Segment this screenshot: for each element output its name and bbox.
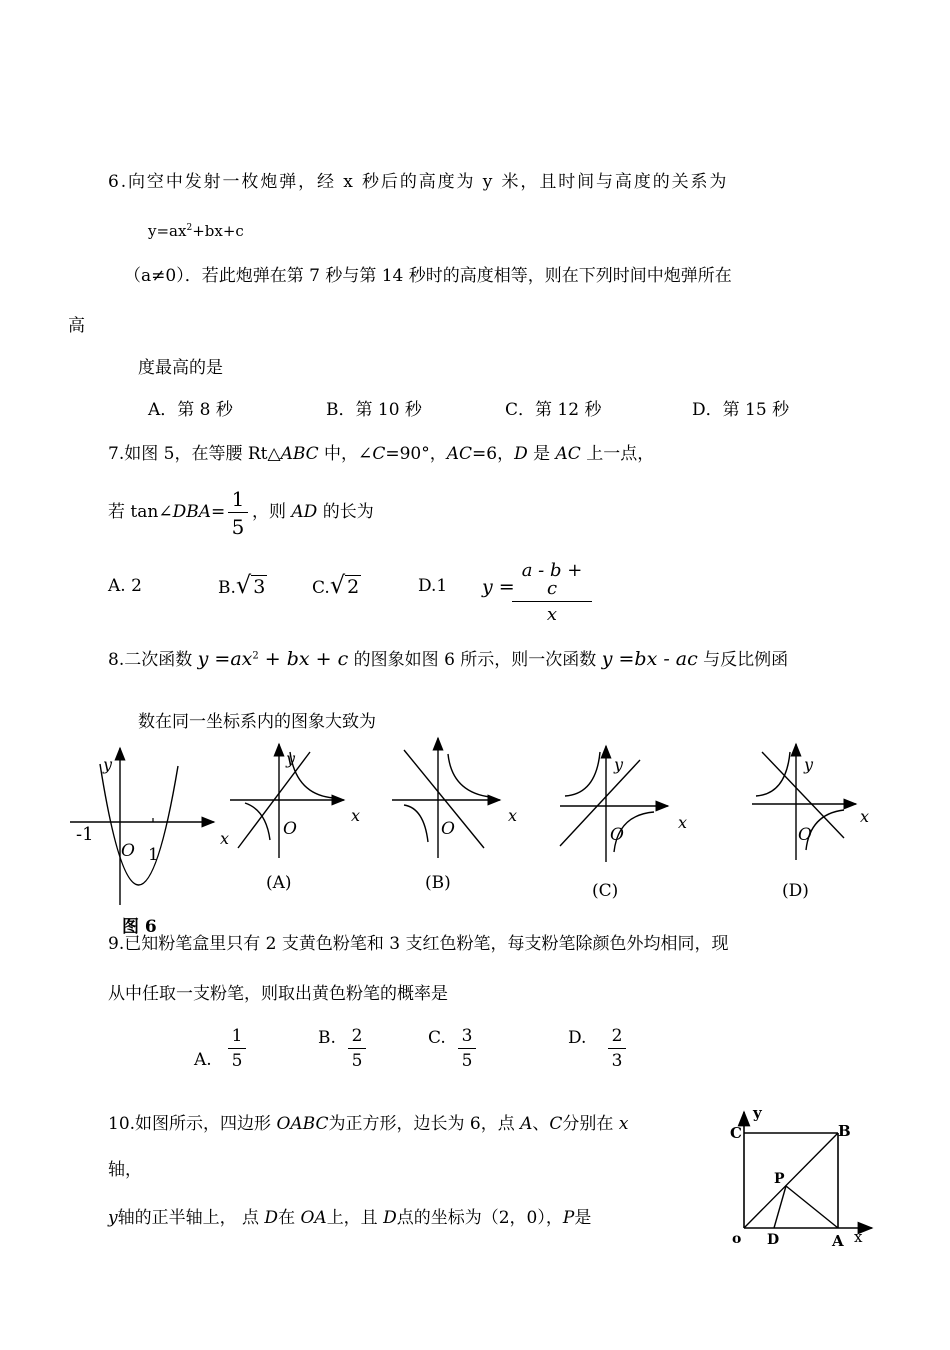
q7-extra-y: y =: [482, 576, 515, 598]
svg-text:C: C: [730, 1124, 742, 1142]
fig6-neg1-label: -1: [76, 824, 94, 845]
svg-text:D: D: [767, 1232, 780, 1248]
q6-option-d: D．第 15 秒: [692, 400, 790, 420]
q9-option-a-label: A.: [194, 1050, 212, 1070]
q7-line2-right: ，则 AD 的长为: [252, 502, 374, 522]
q7-extra-fraction: $\frac{a - b + c}{x}$: [512, 562, 592, 624]
q6-line4: 高: [68, 316, 85, 336]
q7-option-a: A. 2: [108, 576, 142, 596]
option-d-label: (D): [782, 881, 809, 901]
q8-line1: 8.二次函数 $y =ax^2$ + bx + c 的图象如图 6 所示，则一次函数 y =bx - ac 与反比例函: [108, 648, 789, 670]
q6-line1: 6.向空中发射一枚炮弹，经 x 秒后的高度为 y 米，且时间与高度的关系为: [108, 172, 729, 192]
q6-formula: $y=ax^2+bx+c$: [148, 222, 244, 240]
q9-option-d-fraction: $\frac{2}{3}$: [608, 1028, 626, 1070]
q8-line2: 数在同一坐标系内的图象大致为: [138, 712, 376, 732]
option-b-label: (B): [425, 873, 451, 893]
q7-option-c: C.√ 2: [312, 571, 360, 599]
q9-option-c-label: C.: [428, 1028, 446, 1048]
fig6-origin-label: O: [121, 841, 135, 861]
figure-6-parabola: [70, 748, 214, 937]
q7-fraction: $\frac{1}{5}$: [228, 489, 248, 537]
option-a-graph: [220, 744, 360, 893]
option-d-graph: [752, 744, 869, 901]
option-c-hyperbola-upper: [565, 752, 600, 796]
q9-option-b-fraction: $\frac{2}{5}$: [348, 1028, 366, 1070]
option-a-hyperbola-upper: [290, 752, 334, 798]
svg-text:x: x: [678, 813, 688, 832]
svg-text:B: B: [838, 1122, 851, 1140]
q7-line2-left: 若 tan∠DBA=: [108, 502, 226, 522]
q10-line1: 10.如图所示，四边形 OABC为正方形，边长为 6，点 A、C分别在 x: [108, 1114, 629, 1134]
q7-line1: 7.如图 5，在等腰 Rt△ABC 中，∠C=90°，AC=6，D 是 AC 上一点，: [108, 444, 655, 464]
q6-line3: （a≠0）．若此炮弹在第 7 秒与第 14 秒时的高度相等，则在下列时间中炮弹所在: [124, 266, 732, 286]
q9-option-b-label: B.: [318, 1028, 336, 1048]
option-b-hyperbola-lower: [404, 805, 428, 842]
q7-option-d: D.1: [418, 576, 448, 596]
option-d-hyperbola-upper: [756, 752, 790, 796]
option-b-graph: [392, 738, 517, 893]
svg-text:O: O: [441, 819, 455, 839]
svg-text:y: y: [804, 755, 814, 774]
option-c-graph: [560, 746, 687, 901]
q9-line1: 9.已知粉笔盒里只有 2 支黄色粉笔和 3 支红色粉笔，每支粉笔除颜色外均相同，现: [108, 934, 729, 954]
fig6-caption: 图 6: [122, 917, 157, 937]
q10-diagonal-ob: [744, 1133, 838, 1228]
svg-text:o: o: [732, 1231, 742, 1247]
fig6-parabola-curve: [100, 764, 178, 885]
q7-option-b: B.√ 3: [218, 571, 266, 599]
q10-line2: 轴，: [108, 1160, 142, 1180]
svg-text:x: x: [860, 807, 870, 826]
svg-text:x: x: [854, 1228, 863, 1246]
fig6-y-label: y: [103, 755, 113, 774]
svg-text:x: x: [508, 806, 518, 825]
q10-segment-pa: [786, 1186, 838, 1228]
q6-option-b: B．第 10 秒: [326, 400, 422, 420]
option-a-label: (A): [266, 873, 292, 893]
option-c-label: (C): [592, 881, 619, 901]
option-c-line: [560, 760, 640, 846]
q9-option-c-fraction: $\frac{3}{5}$: [458, 1028, 476, 1070]
q9-line2: 从中任取一支粉笔，则取出黄色粉笔的概率是: [108, 984, 448, 1004]
svg-text:O: O: [798, 825, 812, 845]
svg-text:y: y: [614, 755, 624, 774]
svg-text:x: x: [351, 806, 361, 825]
svg-text:y: y: [286, 749, 296, 768]
q9-option-d-label: D.: [568, 1028, 587, 1048]
q6-option-a: A．第 8 秒: [148, 400, 233, 420]
svg-text:y: y: [753, 1104, 762, 1122]
svg-text:x: x: [220, 829, 230, 848]
q6-option-c: C．第 12 秒: [505, 400, 602, 420]
svg-text:P: P: [774, 1171, 785, 1187]
q10-square-figure: [730, 1104, 872, 1250]
q9-option-a-fraction: $\frac{1}{5}$: [228, 1028, 246, 1070]
fig6-one-label: 1: [148, 845, 159, 865]
svg-text:A: A: [832, 1232, 844, 1250]
q10-line3: y轴的正半轴上， 点 D在 OA上，且 D点的坐标为（2，0），P是: [108, 1208, 592, 1228]
option-b-hyperbola-upper: [448, 754, 490, 797]
svg-text:O: O: [283, 819, 297, 839]
svg-text:O: O: [610, 825, 624, 845]
q6-line5: 度最高的是: [138, 358, 223, 378]
